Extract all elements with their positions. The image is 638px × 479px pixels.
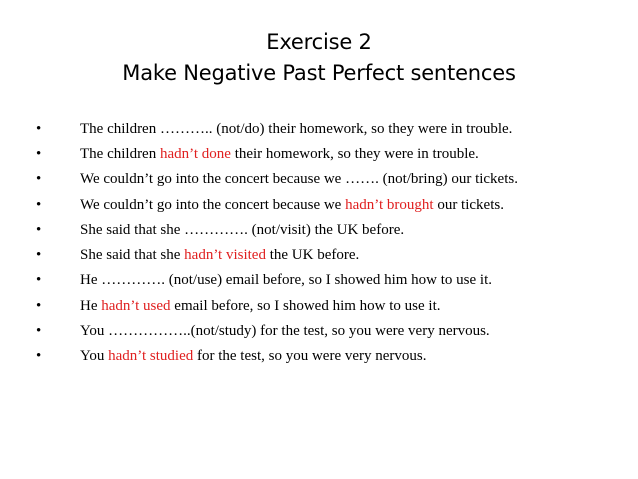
list-item [0, 296, 638, 320]
slide-subtitle: Make Negative Past Perfect sentences [122, 61, 516, 85]
list-item [0, 119, 638, 143]
answer-text: hadn’t done [159, 146, 231, 162]
list-item [0, 346, 638, 370]
sentence-pre: The children ……….. (not/do) their homework, so they were in trouble. [80, 121, 513, 137]
bullet-icon: • [36, 146, 42, 162]
sentence-pre: She said that she [80, 247, 185, 263]
sentence-text [80, 169, 518, 189]
sentence-text [80, 119, 512, 139]
sentence-pre: We couldn’t go into the concert because we [80, 197, 346, 213]
list-item [0, 169, 638, 193]
list-item [0, 195, 638, 219]
answer-text: hadn’t visited [184, 247, 266, 263]
list-item [0, 144, 638, 168]
sentence-post: their homework, so they were in trouble. [230, 146, 479, 162]
sentence-post: the UK before. [265, 247, 360, 263]
sentence-post: for the test, so you were very nervous. [193, 348, 427, 364]
bullet-icon: • [36, 348, 42, 364]
sentence-text [80, 220, 404, 240]
sentence-pre: She said that she …………. (not/visit) the UK before. [80, 222, 405, 238]
bullet-icon: • [36, 171, 42, 187]
bullet-icon: • [36, 298, 42, 314]
slide-title: Exercise 2 [266, 30, 372, 54]
sentence-post: our tickets. [433, 197, 504, 213]
bullet-icon: • [36, 197, 42, 213]
answer-text: hadn’t used [101, 298, 171, 314]
sentence-text [80, 321, 490, 341]
answer-text: hadn’t studied [108, 348, 194, 364]
sentence-pre: We couldn’t go into the concert because we ……. (not/bring) our tickets. [80, 171, 518, 187]
bullet-icon: • [36, 222, 42, 238]
sentence-text [80, 296, 441, 316]
sentence-pre: You ……………..(not/study) for the test, so you were very nervous. [80, 323, 490, 339]
sentence-text [80, 144, 479, 164]
sentence-pre: He …………. (not/use) email before, so I showed him how to use it. [80, 272, 493, 288]
sentence-pre: You [80, 348, 109, 364]
sentence-pre: The children [80, 146, 160, 162]
sentence-pre: He [80, 298, 102, 314]
list-item [0, 321, 638, 345]
answer-text: hadn’t brought [345, 197, 434, 213]
sentence-text [80, 245, 359, 265]
list-item [0, 270, 638, 294]
bullet-icon: • [36, 323, 42, 339]
bullet-icon: • [36, 272, 42, 288]
bullet-icon: • [36, 121, 42, 137]
sentence-post: email before, so I showed him how to use it. [170, 298, 441, 314]
list-item [0, 245, 638, 269]
list-item [0, 220, 638, 244]
bullet-icon: • [36, 247, 42, 263]
sentence-text [80, 195, 504, 215]
sentence-text [80, 270, 492, 290]
sentence-text [80, 346, 427, 366]
